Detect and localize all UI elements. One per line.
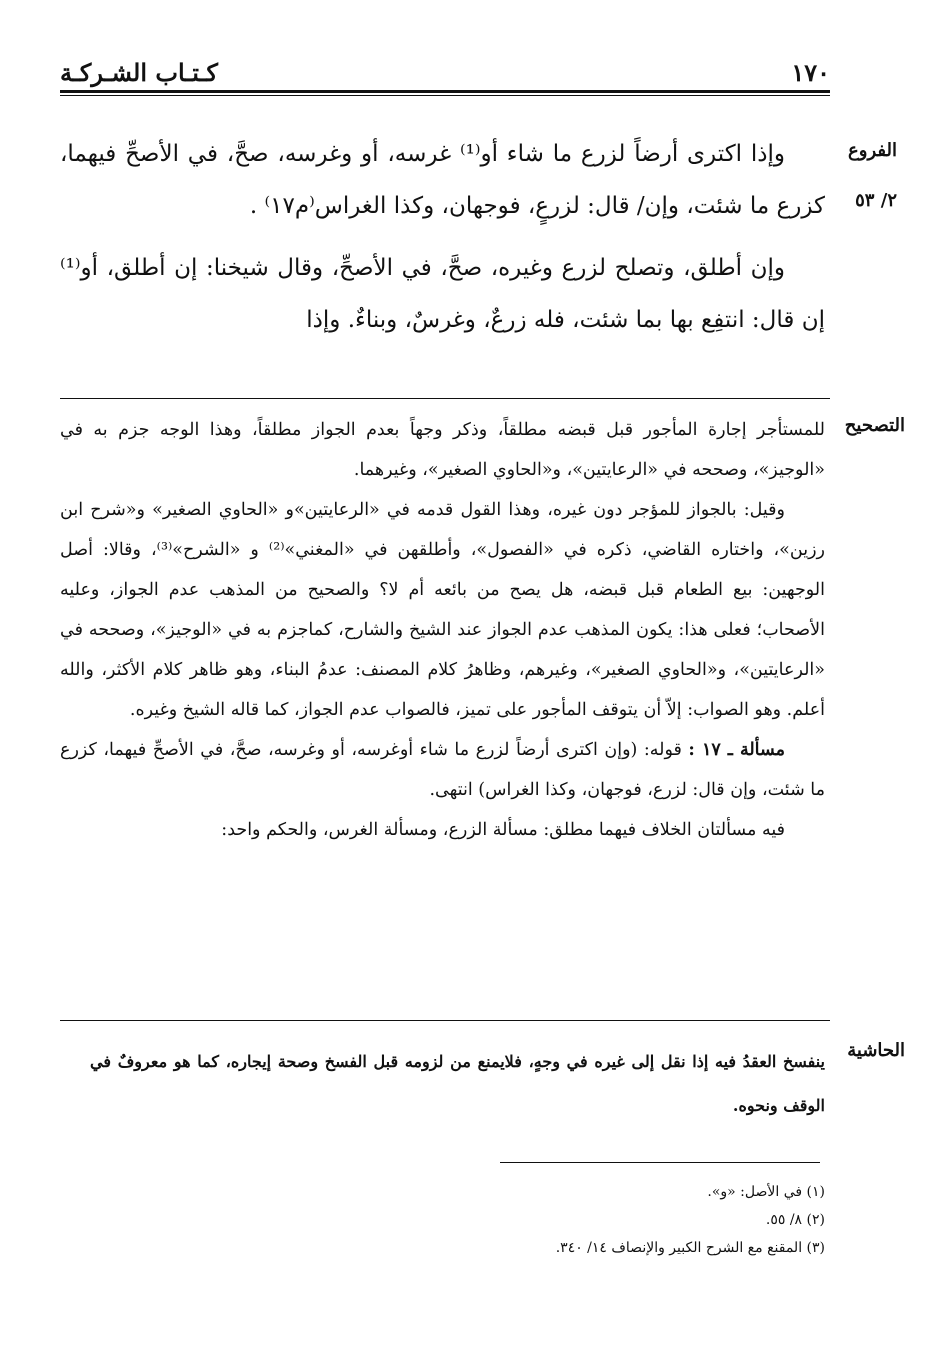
footnote-divider [500,1162,820,1163]
tashih-paragraph-4: فيه مسألتان الخلاف فيهما مطلق: مسألة الزرع، ومسألة الغرس، والحكم واحد: [221,820,785,840]
footnote-3: (٣) المقنع مع الشرح الكبير والإنصاف ١٤/ ٣٤٠. [555,1240,825,1256]
section-divider [60,398,830,399]
footnote-1: (١) في الأصل: «و». [707,1184,825,1200]
tashih-paragraph-3 [60,730,825,810]
masala-label: مسألة ـ ١٧ : [688,740,785,760]
footnote-2: (٢) ٨/ ٥٥. [765,1212,825,1228]
page-header [60,58,830,88]
footnotes [60,1178,825,1262]
side-label-ref: ٢/ ٥٣ [855,190,897,211]
main-paragraph-2: وإن أطلق، وتصلح لزرع وغيره، صحَّ، في الأصحِّ، وقال شيخنا: إن أطلق، أو⁽¹⁾ إن قال: انتفِع بها بما شئت، فله زرعٌ، وغرسٌ، وبناءٌ. وإذا [60,255,825,333]
tashih-paragraph-2: وقيل: بالجواز للمؤجر دون غيره، وهذا القول قدمه في «الرعايتين»و «الحاوي الصغير» و«شرح ابن رزين»، واختاره القاضي، ذكره في «الفصول»، وأطلقهن في «المغني»⁽²⁾ و «الشرح»⁽³⁾، وقالا: أصل الوجهين: بيع الطعام قبل قبضه، هل يصح من بائعه أم لا؟ والصحيح من المذهب عدم الجواز، وعليه الأصحاب؛ فعلى هذا: يكون المذهب عدم الجواز عند الشيخ والشارح، كماجزم به في «الوجيز»، وصححه في «الرعايتين»، و«الحاوي الصغير»، وغيرهم، وظاهرُ كلام المصنف: عدمُ البناء، وهو ظاهر كلام الأكثر، والله أعلم. وهو الصواب: إلاّ أن يتوقف المأجور على تميز، فالصواب عدم الجواز، كما قاله الشيخ وغيره. [60,500,825,720]
header-rule [60,90,830,96]
page-number: ١٧٠ [791,58,830,87]
side-label-hashiya: الحاشية [847,1040,905,1061]
main-text [60,128,825,346]
hashiya-divider [60,1020,830,1021]
side-label-tashih: التصحيح [844,415,905,436]
running-title: كـتـاب الشـركـة [60,58,218,87]
side-label-furu: الفروع [848,140,897,161]
hashiya-text [90,1040,825,1128]
tashih-text [60,410,825,850]
main-paragraph-1: وإذا اكترى أرضاً لزرع ما شاء أو⁽¹⁾ غرسه، أو وغرسه، صحَّ، في الأصحِّ فيهما، كزرع ما شئت، وإن/ قال: لزرعٍ، فوجهان، وكذا الغراس⁽م١٧⁾ . [60,141,825,219]
tashih-paragraph-1: للمستأجر إجارة المأجور قبل قبضه مطلقاً، وذكر وجهاً بعدم الجواز مطلقاً، وهذا الوجه جزم به في «الوجيز»، وصححه في «الرعايتين»، و«الحاوي الصغير»، وغيرهما. [60,420,825,480]
hashiya-paragraph: ينفسخ العقدُ فيه إذا نقل إلى غيره في وجهٍ، فلايمنع من لزومه قبل الفسخ وصحة إيجاره، كما هو معروفٌ في الوقف ونحوه. [90,1052,825,1115]
masala-text: قوله: (وإن اكترى أرضاً لزرع ما شاء أوغرسه، أو وغرسه، صحَّ، في الأصحِّ فيهما، كزرع ما شئت، وإن قال: لزرع، فوجهان، وكذا الغراس) انتهى. [60,740,825,800]
